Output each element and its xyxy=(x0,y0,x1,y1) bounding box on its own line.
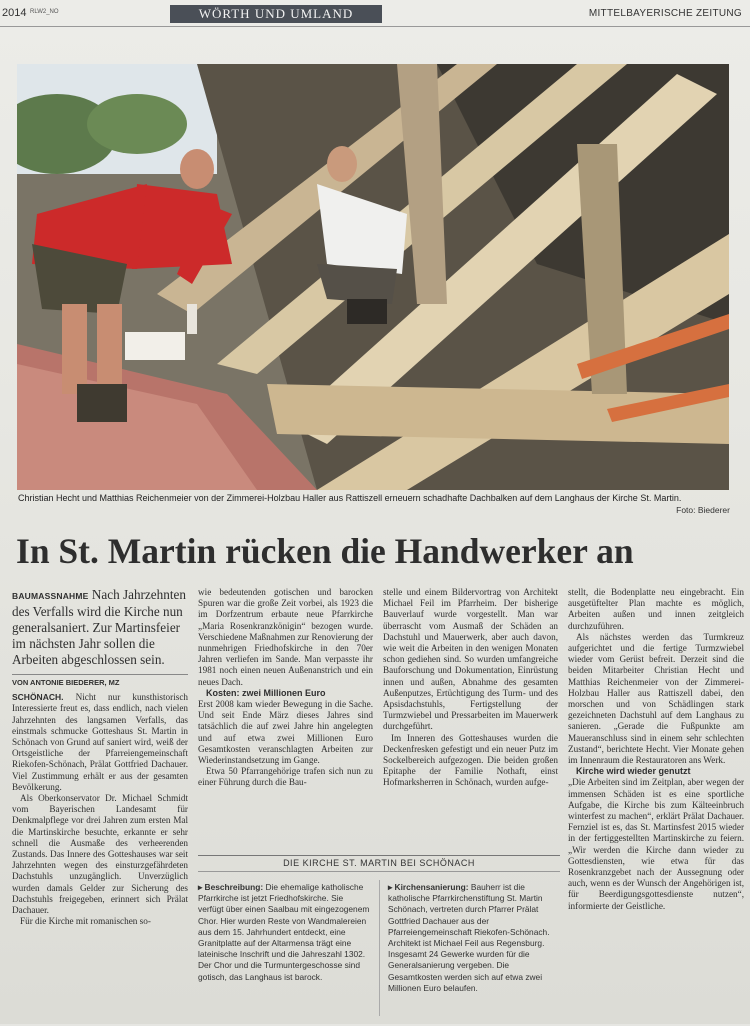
paragraph-text: Nicht nur kunsthistorisch Interessierte freut es, dass endlich, nach vielen Jahrzehnten des langsamen Verfalls, das einstmals schmucke Gotteshaus St. Martin in Schönach von Grund auf saniert wird, weiß der Ortsgeistliche der Pfarreiengemeinschaft Riekofen-Schönach, Prälat Gottfried Dachauer. Viel Zustimmung erhält er aus der gesamten Bevölkerung. xyxy=(12,692,189,792)
paragraph: wie bedeutenden gotischen und barocken Spuren war die große Zeit vorbei, als 1923 die im Dorfzentrum erbaute neue Pfarrkirche „Maria Rosenkranzkönigin“ bezogen wurde. Verschiedene Maßnahmen zur Renovierung der nunmehrigen Friedhofskirche in den 70er Jahren verliefen im Sande. Man verpasste ihr 1981 noch einen neuen Außenanstrich und ein neues Dach. xyxy=(198,587,374,687)
info-box-description xyxy=(198,882,370,983)
paragraph: Im Inneren des Gotteshauses wurden die Deckenfresken gefestigt und ein neuer Putz im Sockelbereich aufgezogen. Die beiden großen Epitaphe der Familie Nothaft, einst Hofmarksherren in Schönach, wurden aufge- xyxy=(383,732,558,788)
article-column-4 xyxy=(568,587,744,912)
paragraph: Als Oberkonservator Dr. Michael Schmidt vom Bayerischen Landesamt für Denkmalpflege vor drei Jahren zum ersten Mal die Martinskirche besuchte, erkannte er sehr schnell die Ausmaße des verheerenden Zustands. Das Innere des Gotteshauses war seit Jahrzehnten wegen des einsturzgefährdeten Dachstuhls unzugänglich. Unverzüglich wurden damals Gelder zur Sicherung des Dachstuhls freigegeben, erinnert sich Prälat Dachauer. xyxy=(12,793,188,916)
paragraph: „Die Arbeiten sind im Zeitplan, aber wegen der immensen Schäden ist es eine sportliche Aufgabe, die Kirche bis zum Kälteeinbruch winterfest zu machen“, erklärt Prälat Dachauer. Fernziel ist es, das St. Martinsfest 2015 wieder in der fertiggestellten Martinskirche zu feiern. „Wir werden die Kirche dann wieder zu Gottesdiensten, wie etwa für das Rosenkranzgebet nach der Aussegnung oder auch, wenn es der Wunsch der Angehörigen ist, für Beerdigungsgottesdienste nutzen“, informierte der Geistliche. xyxy=(568,777,744,911)
article-headline: In St. Martin rücken die Handwerker an xyxy=(16,531,634,571)
newspaper-name: MITTELBAYERISCHE ZEITUNG xyxy=(588,8,742,19)
header-divider xyxy=(0,26,750,27)
dateline: SCHÖNACH. xyxy=(12,692,64,703)
info-box-renovation xyxy=(388,882,560,994)
paragraph: Etwa 50 Pfarrangehörige trafen sich nun zu einer Führung durch die Bau- xyxy=(198,766,373,788)
info-label: ▸ Beschreibung: xyxy=(198,882,264,892)
paragraph: Als nächstes werden das Turmkreuz aufgerichtet und die fertige Turmzwiebel wieder vom Gerüst befreit. Derzeit sind die beiden Mitarbeiter Christian Hecht und Matthias Reichenmeier von der Zimmerei-Holzbau Haller aus Rattiszell dabei, den morschen und von Schädlingen stark gezeichneten Dachstuhl auf dem Langhaus zu sanieren. „Gerade die Fußpunkte am Maueranschluss sind in einem sehr schlechten Zustand“, berichtete Hecht. Vier Monate gehen im Innenraum die Restauratoren ans Werk. xyxy=(568,631,744,766)
article-photo xyxy=(17,64,729,490)
article-column-1 xyxy=(12,587,188,927)
lead-text: Nach Jahrzehnten des Verfalls wird die Kirche nun generalsaniert. Zur Martinsfeier im nächsten Jahr sollen die Arbeiten abgeschlossen sein. xyxy=(12,587,186,667)
section-title: WÖRTH UND UMLAND xyxy=(170,5,382,23)
article-column-3 xyxy=(383,587,558,789)
roof-beams-illustration xyxy=(17,64,729,490)
issue-date: 2014 xyxy=(2,7,27,19)
paragraph: stelle und einem Bildervortrag von Architekt Michael Feil im Pfarrheim. Der bisherige Bauverlauf wurde vorgestellt. Man war überrascht vom Ausmaß der Schäden an Dachstuhl und Mauerwerk, aber auch davon, wie weit die Arbeiten in den wenigen Monaten schon gediehen sind. So wurden umfangreiche Bauforschung und Dokumentation, Einrüstung innen und außen, Abnahme des gesamten Außenputzes, Ertüchtigung des Turm- und des Apsisdachstuhls, Fertigstellung der Turmzwiebel und Pressarbeiten im Mauerwerk durchgeführt. xyxy=(383,587,558,732)
article-lead xyxy=(12,587,188,668)
subheading: Kirche wird wieder genutzt xyxy=(576,766,691,777)
info-label-text: Beschreibung: xyxy=(204,882,264,892)
photo-credit: Foto: Biederer xyxy=(676,505,730,515)
info-text: Die ehemalige katholische Pfarrkirche ist jetzt Friedhofskirche. Sie verfügt über einen Saalbau mit eingezogenem Chor. Hier wurden Reste von Wandmalereien aus dem 15. Jahrhundert entdeckt, eine Granitplatte auf der Altarmensa trägt eine lateinische Inschrift und die Jahreszahl 1302. Der Chor und die Turmuntergeschosse sind gotisch, das Langhaus ist barock. xyxy=(198,882,370,982)
paragraph xyxy=(12,692,188,793)
paragraph: Für die Kirche mit romanischen so- xyxy=(20,916,151,927)
info-box xyxy=(198,855,560,1026)
paragraph: stellt, die Bodenplatte neu eingebracht. Ein ausgetüftelter Plan machte es möglich, Arbeiten außen und innen zeitgleich durchzuführen. xyxy=(568,587,744,631)
info-box-title: DIE KIRCHE ST. MARTIN BEI SCHÖNACH xyxy=(198,856,560,872)
photo-caption: Christian Hecht und Matthias Reichenmeier von der Zimmerei-Holzbau Haller aus Rattiszell erneuern schadhafte Dachbalken auf dem Langhaus der Kirche St. Martin. xyxy=(18,493,682,503)
info-label: ▸ Kirchensanierung: xyxy=(388,882,469,892)
page-code: RLW2_NO xyxy=(30,9,59,15)
article-kicker: BAUMASSNAHME xyxy=(12,591,89,601)
article-byline: VON ANTONIE BIEDERER, MZ xyxy=(12,674,188,688)
info-text: Bauherr ist die katholische Pfarrkirchenstiftung St. Martin Schönach, vertreten durch Pfarrer Prälat Gottfried Dachauer aus der Pfarreiengemeinschaft Riekofen-Schönach. Architekt ist Michael Feil aus Regensburg. Insgesamt 24 Gewerke wurden für die Generalsanierung vergeben. Die Gesamtkosten werden sich auf etwa zwei Millionen Euro belaufen. xyxy=(388,882,550,993)
info-box-divider xyxy=(379,880,380,1016)
paragraph: Erst 2008 kam wieder Bewegung in die Sache. Und seit Ende März dieses Jahres sind tatsächlich die auf zwei Jahre hin angelegten und auf etwa zwei Millionen Euro Gesamtkosten veranschlagten Arbeiten zur Wiederinstandsetzung im Gange. xyxy=(198,699,373,766)
article-column-2 xyxy=(198,587,373,789)
subheading: Kosten: zwei Millionen Euro xyxy=(206,687,326,698)
info-label-text: Kirchensanierung: xyxy=(394,882,469,892)
